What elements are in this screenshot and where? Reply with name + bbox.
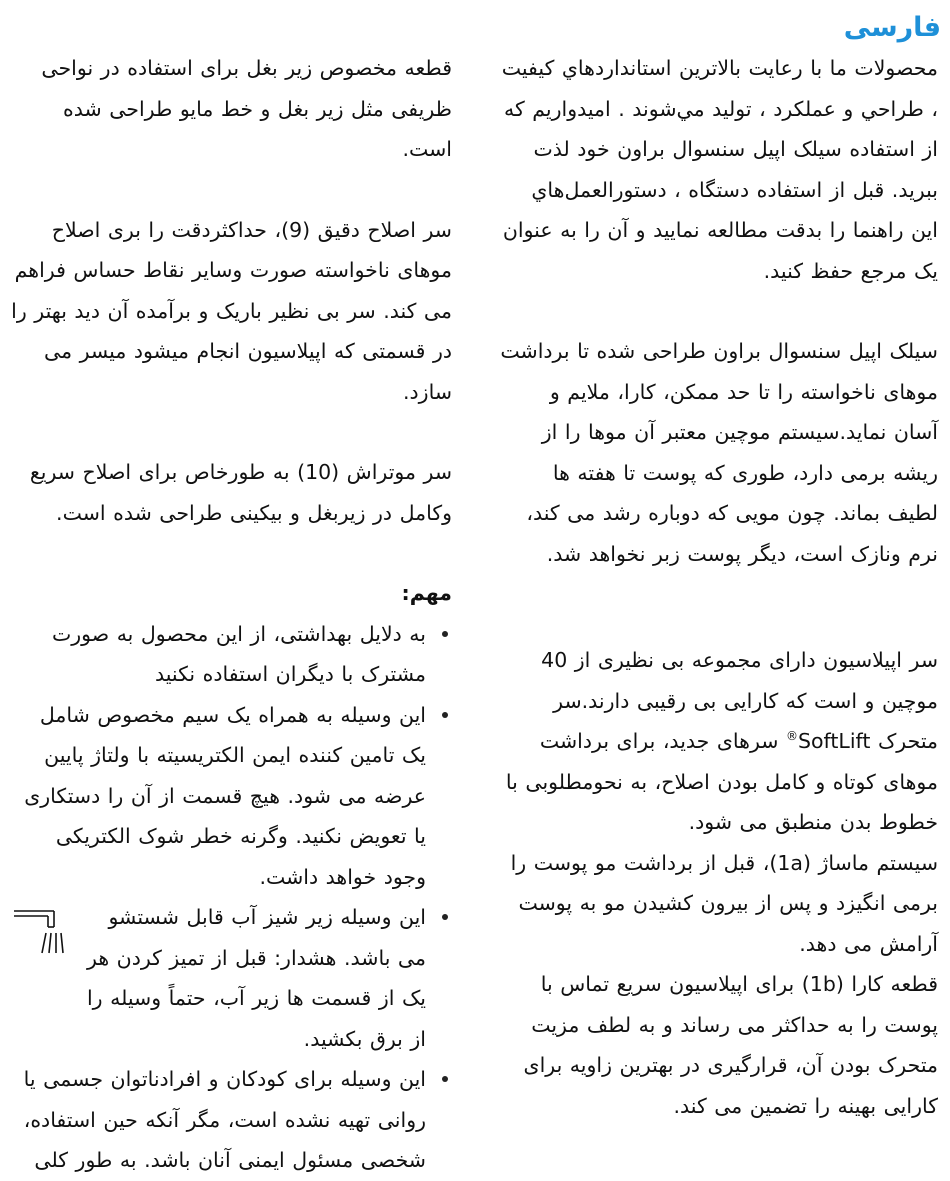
intro-paragraph: محصولات ما با رعایت بالاترین استانداردهاي كيفيت ، طراحي و عملكرد ، توليد مي‌شوند . اميدواريم كه از استفاده سیلک اپیل سنسوال براون خود لذت ببريد. قبل از استفاده دستگاه ، دستورالعمل‌هاي اين راهنما را بدقت مطالعه نماييد و آن را به عنوان یک مرجع حفظ کنید. xyxy=(501,56,938,283)
list-item xyxy=(10,614,452,695)
epilation-head-paragraph xyxy=(500,640,938,843)
bullet-text: این وسیله زیر شیز آب قابل شستشو می باشد. هشدار: قبل از تمیز کردن هر یک از قسمت ها زیر آب، حتماً وسیله را از برق بکشید. xyxy=(86,905,426,1051)
bullet-text: این وسیله برای کودکان و افرادناتوان جسمی یا روانی تهیه نشده است، مگر آنکه حین استفاده، شخصی مسئول ایمنی آنان باشد. به طور کلی xyxy=(23,1067,426,1172)
efficiency-cap-paragraph: قطعه کارا (1b) برای اپیلاسیون سریع تماس با پوست را به حداکثر می رساند و به لطف مزیت متحرک بودن آن، قرارگیری در بهترین زاویه برای کارایی بهینه را تضمین می کند. xyxy=(523,972,938,1118)
underarm-cap-paragraph: قطعه مخصوص زیر بغل برای استفاده در نواحی ظریفی مثل زیر بغل و خط مایو طراحی شده است. xyxy=(41,56,452,161)
right-column xyxy=(500,48,938,1126)
shaver-head-paragraph: سر موتراش (10) به طورخاص برای اصلاح سریع وکامل در زیربغل و بیکینی طراحی شده است. xyxy=(29,460,452,525)
list-item xyxy=(10,1059,452,1181)
left-column xyxy=(10,48,452,1181)
precision-head-paragraph: سر اصلاح دقیق (9)، حداکثردقت را بری اصلاح موهای ناخواسته صورت وسایر نقاط حساس فراهم می کند. سر بی نظیر باریک و برآمده آن دید بهتر را در قسمتی که اپیلاسیون انجام میشود میسر می سازد. xyxy=(11,217,452,404)
list-item xyxy=(10,695,452,898)
bullet-text: این وسیله به همراه یک سیم مخصوص شامل یک تامین کننده ایمن الکتریسیته با ولتاژ پایین عرضه می شود. هیچ قسمت از آن را دستکاری یا تعویض نکنید. وگرنه خطر شوک الکتریکی وجود خواهد داشت. xyxy=(24,702,426,889)
epilation-head-text-b: سرهای جدید، برای برداشت موهای کوتاه و کامل بودن اصلاح، به نحومطلوبی با خطوط بدن منطبق می شود. xyxy=(505,729,938,834)
registered-mark: ® xyxy=(785,729,798,744)
bullet-dot xyxy=(442,914,448,920)
massage-system-paragraph: سیستم ماساژ (1a)، قبل از برداشت مو پوست را برمی انگیزد و پس از بیرون کشیدن مو به پوست آرامش می دهد. xyxy=(510,850,938,956)
bullet-text: به دلایل بهداشتی، از این محصول به صورت مشترک با دیگران استفاده نکنید xyxy=(51,621,426,686)
description-paragraph: سیلک اپیل سنسوال براون طراحی شده تا برداشت موهای ناخواسته را تا حد ممکن، کارا، ملایم و آسان نماید.سیستم موچین معتبر آن موها را از ریشه برمی دارد، طوری که پوست تا هفته ها لطیف بماند. چون مویی که دوباره رشد می کند، نرم ونازک است، دیگر پوست زبر نخواهد شد. xyxy=(500,339,938,566)
water-tap-icon xyxy=(10,903,80,963)
list-item xyxy=(10,897,452,1059)
language-title: فارسی xyxy=(843,12,941,43)
bullet-dot xyxy=(442,712,448,718)
important-list xyxy=(10,614,452,1181)
bullet-dot xyxy=(442,631,448,637)
bullet-dot xyxy=(442,1076,448,1082)
tap-wrap xyxy=(10,897,426,1059)
epilation-head-text-a: سر اپیلاسیون دارای مجموعه بی نظیری از 40 موچین و است که کارایی بی رقیبی دارند.سر متحرک xyxy=(541,648,938,753)
softlift-brand: SoftLift xyxy=(797,729,871,753)
important-heading: مهم: xyxy=(401,581,452,605)
